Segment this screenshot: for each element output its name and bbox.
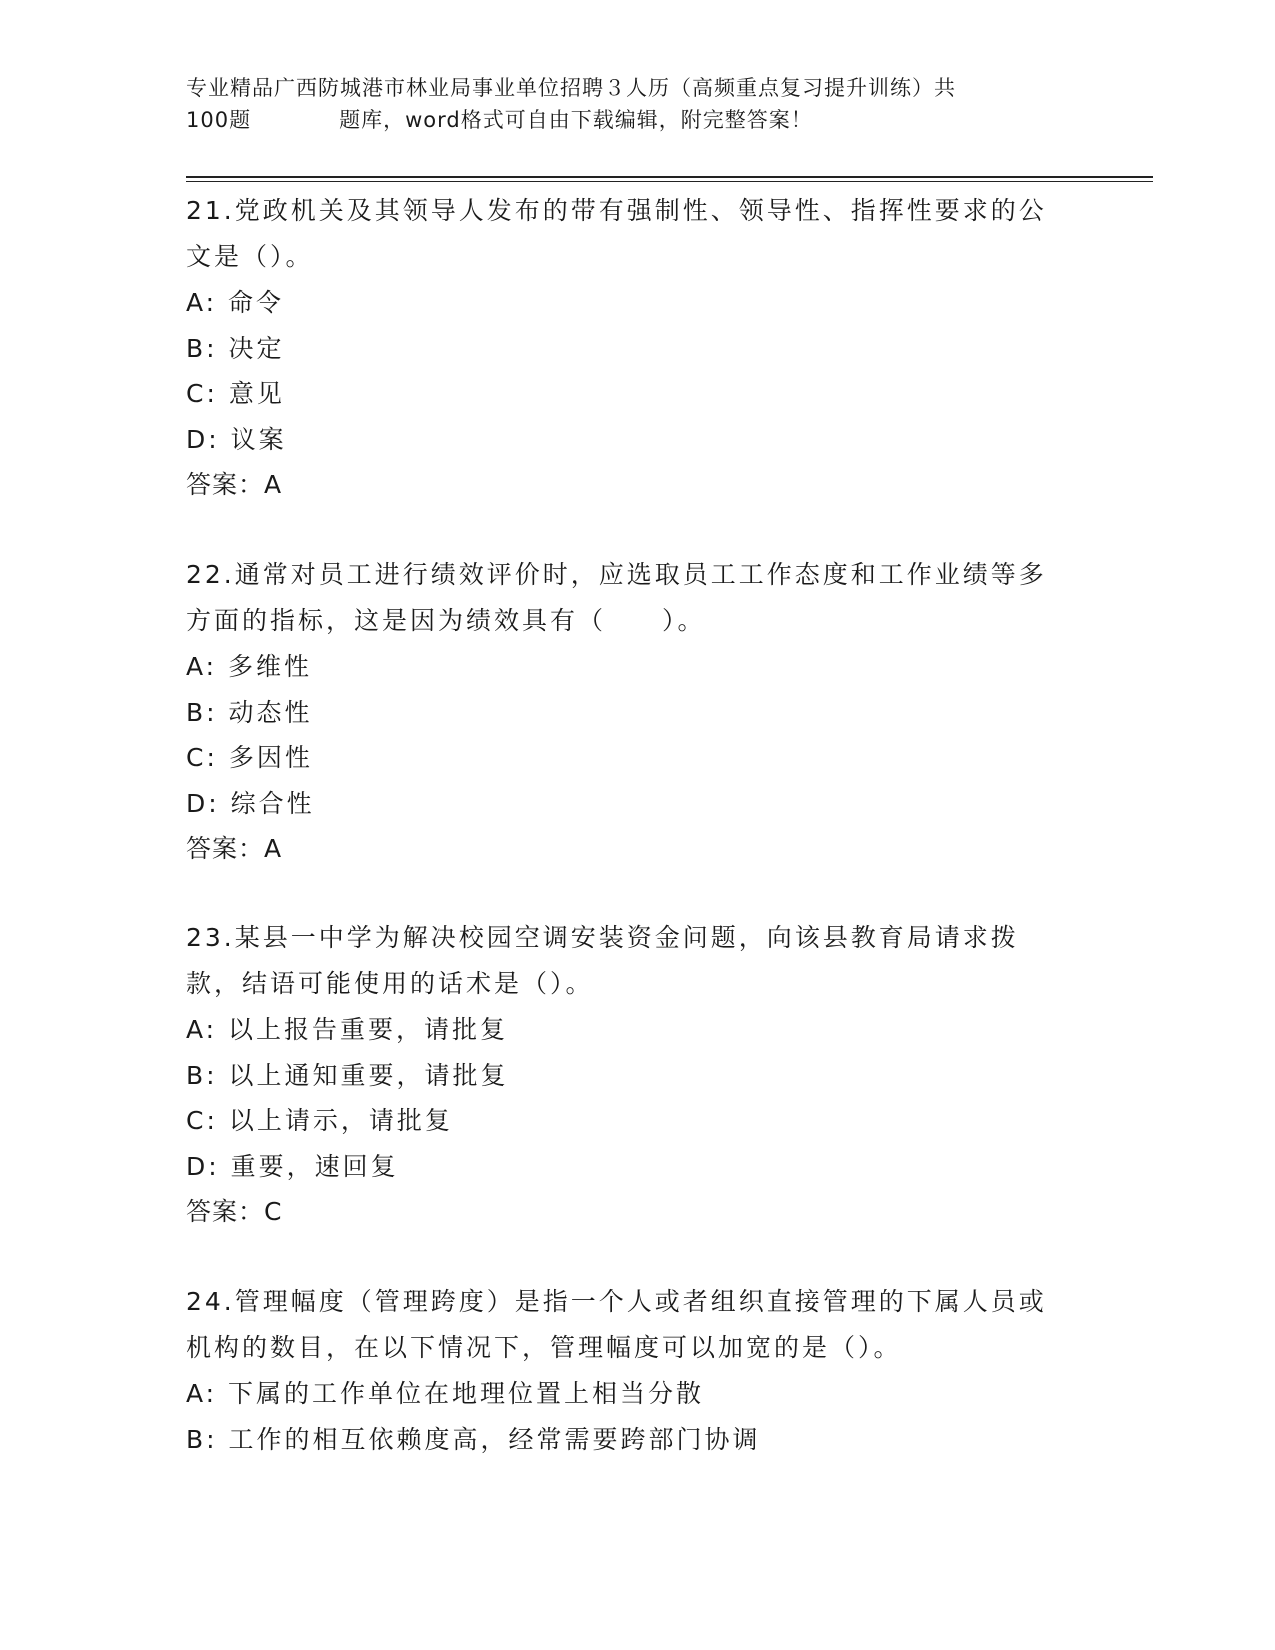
option-c: C: 意见	[186, 379, 285, 408]
option-b: B: 以上通知重要，请批复	[186, 1060, 509, 1090]
option-b: B: 工作的相互依赖度高，经常需要跨部门协调	[186, 1424, 761, 1454]
option-d: D: 重要，速回复	[186, 1151, 399, 1181]
question-stem: 22.通常对员工进行绩效评价时，应选取员工工作态度和工作业绩等多方面的指标，这是因为绩效具有（ ）。	[186, 560, 1047, 635]
option-c: C: 多因性	[186, 743, 313, 772]
answer: 答案：A	[186, 834, 283, 863]
question-stem: 21.党政机关及其领导人发布的带有强制性、领导性、指挥性要求的公文是（）。	[186, 196, 1047, 271]
option-d: D: 综合性	[186, 788, 315, 818]
question-23	[186, 915, 1066, 1235]
answer: 答案：A	[186, 470, 283, 499]
question-stem: 24.管理幅度（管理跨度）是指一个人或者组织直接管理的下属人员或机构的数目，在以下情况下，管理幅度可以加宽的是（）。	[186, 1287, 1047, 1362]
option-b: B: 决定	[186, 333, 285, 363]
option-d: D: 议案	[186, 424, 287, 454]
header-title-line-2: 100题 题库，word格式可自由下载编辑，附完整答案！	[186, 108, 813, 132]
document-header	[186, 72, 1086, 136]
question-22	[186, 552, 1066, 872]
header-title-line-1: 专业精品广西防城港市林业局事业单位招聘３人历（高频重点复习提升训练）共	[186, 76, 956, 100]
question-24	[186, 1279, 1066, 1462]
question-stem: 23.某县一中学为解决校园空调安装资金问题，向该县教育局请求拨款，结语可能使用的话术是（）。	[186, 923, 1019, 998]
header-divider-thick	[186, 176, 1153, 178]
answer: 答案：C	[186, 1197, 283, 1226]
option-c: C: 以上请示，请批复	[186, 1106, 453, 1135]
option-b: B: 动态性	[186, 697, 313, 727]
option-a: A: 以上报告重要，请批复	[186, 1015, 509, 1044]
header-divider-thin	[186, 181, 1153, 182]
option-a: A: 命令	[186, 288, 285, 317]
option-a: A: 下属的工作单位在地理位置上相当分散	[186, 1379, 705, 1408]
option-a: A: 多维性	[186, 652, 313, 681]
question-21	[186, 188, 1066, 508]
